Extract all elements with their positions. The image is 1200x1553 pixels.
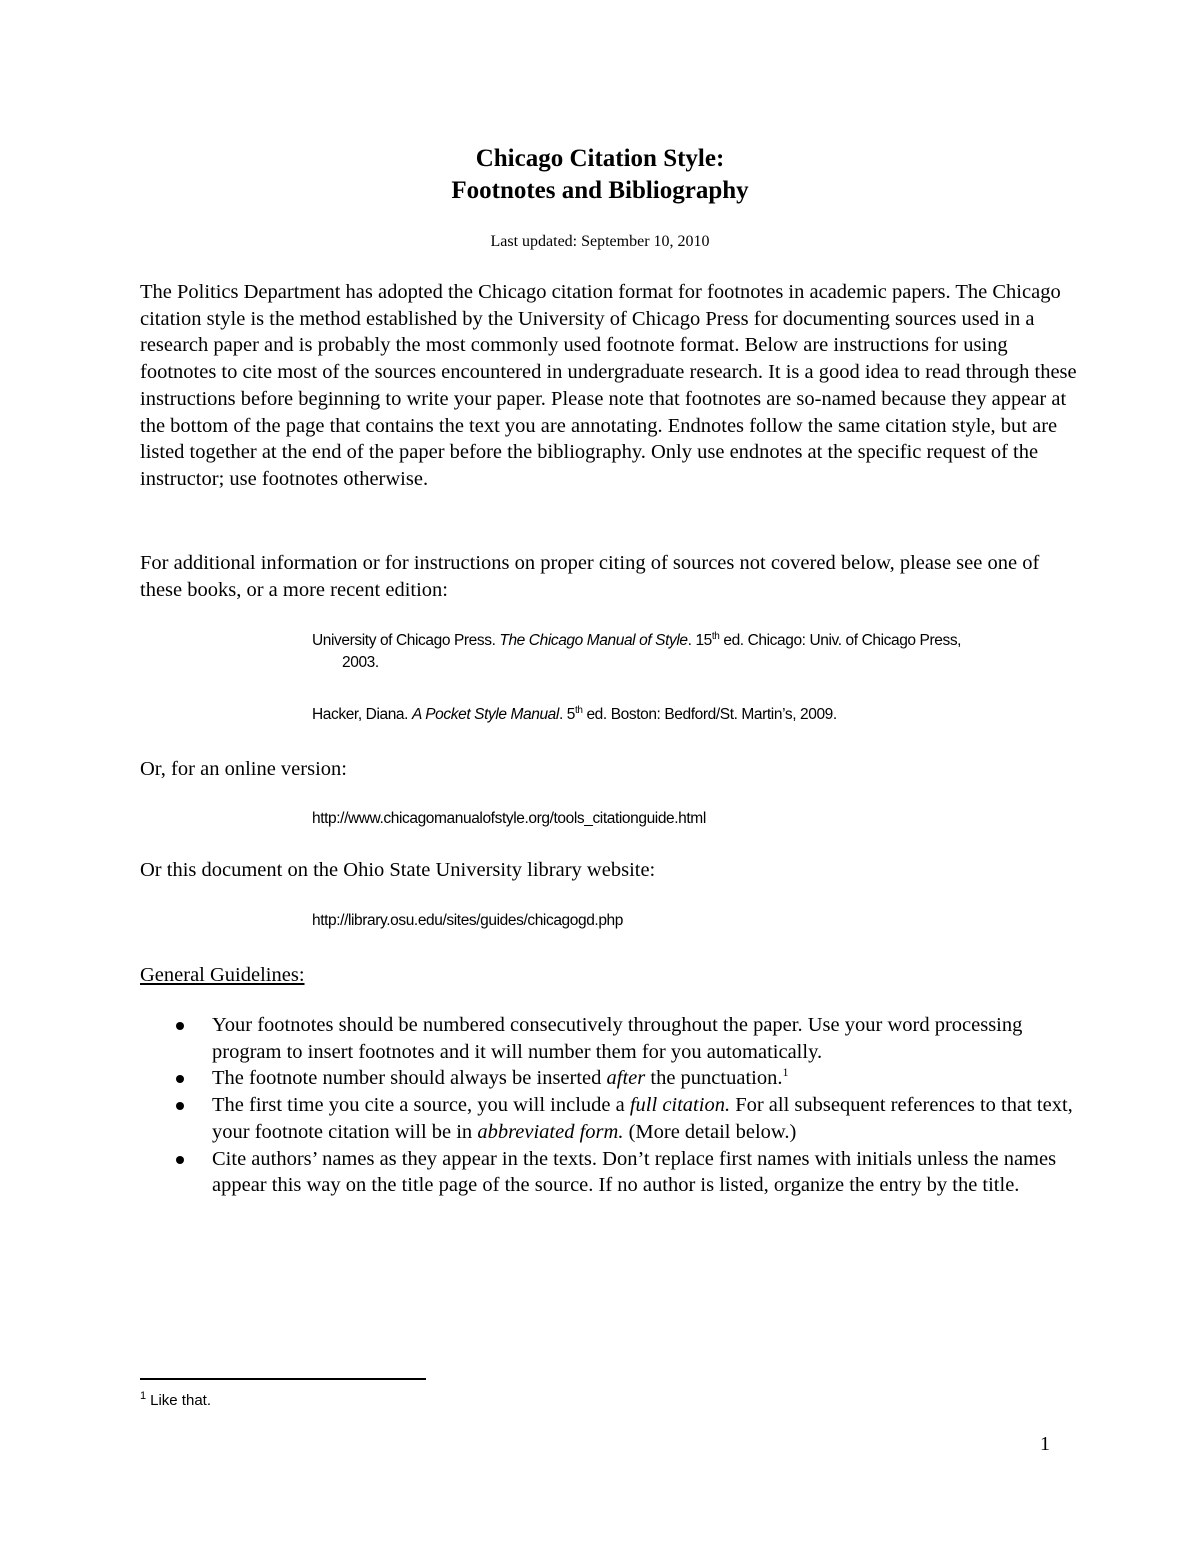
osu-url-link[interactable]: http://library.osu.edu/sites/guides/chicagogd.php: [312, 912, 623, 929]
intro-paragraph: The Politics Department has adopted the Chicago citation format for footnotes in academic papers. The Chicago citation style is the method established by the University of Chicago Press for documenting sources used in a research paper and is probably the most commonly used footnote format. Below are instructions for using footnotes to cite most of the sources encountered in undergraduate research. It is a good idea to read through these instructions before beginning to write your paper. Please note that footnotes are so-named because they appear at the bottom of the page that contains the text you are annotating. Endnotes follow the same citation style, but are listed together at the end of the paper before the bibliography. Only use endnotes at the specific request of the instructor; use footnotes otherwise.: [140, 281, 1077, 490]
osu-library-label: Or this document on the Ohio State University library website:: [140, 859, 656, 881]
online-url-link[interactable]: http://www.chicagomanualofstyle.org/tools_citationguide.html: [312, 810, 706, 827]
additional-info-paragraph: For additional information or for instructions on proper citing of sources not covered below, please see one of these books, or a more recent edition:: [140, 552, 1040, 601]
list-item: The footnote number should always be inserted after the punctuation.$^1$: [140, 1065, 1080, 1092]
bullet-icon: [176, 1075, 184, 1083]
general-guidelines-heading: General Guidelines:: [140, 964, 305, 986]
footnote-text: Like that.: [150, 1392, 211, 1409]
bullet-icon: [176, 1022, 184, 1030]
reference-title: The Chicago Manual of Style: [499, 632, 688, 649]
bullet-icon: [176, 1156, 184, 1164]
document-title-line-2: Footnotes and Bibliography: [451, 177, 749, 204]
guidelines-list: [140, 1012, 1080, 1199]
page-number: 1: [1040, 1433, 1050, 1455]
document-title-line-1: Chicago Citation Style:: [475, 145, 725, 172]
reference-chicago-manual: University of Chicago Press. The Chicago Manual of Style. 15th ed. Chicago: Univ. of Chicago Press, 2003.: [312, 630, 1052, 674]
reference-author: University of Chicago Press.: [312, 632, 500, 649]
reference-title: A Pocket Style Manual: [411, 706, 559, 723]
online-version-label: Or, for an online version:: [140, 758, 347, 780]
footnote-separator: [140, 1378, 426, 1380]
bullet-icon: [176, 1102, 184, 1110]
footnote-number: 1: [140, 1390, 147, 1402]
footnote: [140, 1390, 211, 1412]
reference-continuation: 2003.: [342, 654, 379, 671]
list-item: Your footnotes should be numbered consecutively throughout the paper. Use your word processing program to insert footnotes and it will number them for you automatically.: [140, 1012, 1080, 1065]
list-item: The first time you cite a source, you will include a full citation. For all subsequent references to that text, your footnote citation will be in abbreviated form. (More detail below.): [140, 1092, 1080, 1145]
footnote-reference[interactable]: 1: [782, 1065, 789, 1080]
list-item: Cite authors’ names as they appear in the texts. Don’t replace first names with initials unless the names appear this way on the title page of the source. If no author is listed, organize the entry by the title.: [140, 1146, 1080, 1199]
reference-author: Hacker, Diana.: [312, 706, 412, 723]
reference-pocket-style-manual: Hacker, Diana. A Pocket Style Manual. 5th ed. Boston: Bedford/St. Martin’s, 2009.: [312, 704, 837, 723]
last-updated-date: Last updated: September 10, 2010: [490, 233, 710, 250]
